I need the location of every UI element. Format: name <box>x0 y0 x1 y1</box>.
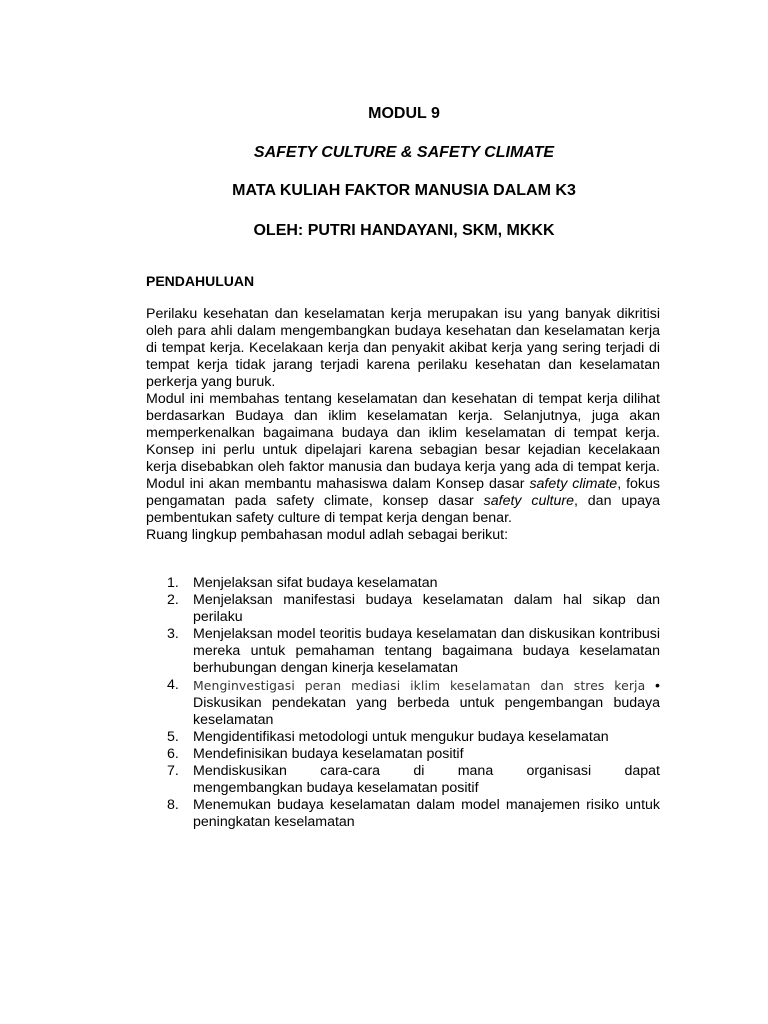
list-number: 3. <box>167 626 179 642</box>
list-number: 6. <box>167 746 179 762</box>
term-safety-culture: safety culture <box>483 493 574 509</box>
list-item-text: Menjelaksan sifat budaya keselamatan <box>193 575 438 591</box>
list-item <box>167 592 660 626</box>
list-number: 1. <box>167 575 179 591</box>
list-number: 4. <box>167 677 179 693</box>
paragraph-2-text-a: Modul ini membahas tentang keselamatan dan kesehatan di tempat kerja dilihat berdasarkan Budaya dan iklim keselamatan kerja. Selanjutnya, juga akan memperkenalkan bagaimana budaya dan iklim keselamatan di tempat kerja. Konsep ini perlu untuk dipelajari karena sebagian besar kejadian kecelakaan kerja disebabkan oleh faktor manusia dan budaya kerja yang ada di tempat kerja. Modul ini akan membantu mahasiswa dalam Konsep dasar <box>146 391 660 492</box>
term-safety-climate: safety climate <box>529 476 618 492</box>
list-number: 2. <box>167 592 179 608</box>
list-item <box>167 575 660 592</box>
list-item-text: Menjelaksan model teoritis budaya keselamatan dan diskusikan kontribusi mereka untuk pemahaman tentang bagaimana budaya keselamatan berhubungan dengan kinerja keselamatan <box>193 626 660 676</box>
course-name: MATA KULIAH FAKTOR MANUSIA DALAM K3 <box>232 182 576 199</box>
introduction-body <box>146 306 660 544</box>
list-item <box>167 729 660 746</box>
section-heading: PENDAHULUAN <box>146 273 255 289</box>
list-item <box>167 797 660 831</box>
paragraph-2 <box>146 391 660 527</box>
paragraph-3: Ruang lingkup pembahasan modul adlah sebagai berikut: <box>146 527 509 543</box>
author-line: OLEH: PUTRI HANDAYANI, SKM, MKKK <box>253 222 555 239</box>
module-number: MODUL 9 <box>368 105 440 122</box>
list-item <box>167 626 660 677</box>
list-number: 8. <box>167 797 179 813</box>
list-item-text: • Diskusikan pendekatan yang berbeda untuk pengembangan budaya keselamatan <box>193 678 660 728</box>
list-item <box>167 746 660 763</box>
scope-list <box>167 575 660 831</box>
list-item-text-light: Menginvestigasi peran mediasi iklim keselamatan dan stres kerja <box>193 678 646 693</box>
list-item <box>167 763 660 797</box>
list-item-text: Mengidentifikasi metodologi untuk mengukur budaya keselamatan <box>193 729 609 745</box>
list-item-text-line-2: mengembangkan budaya keselamatan positif <box>193 780 479 796</box>
paragraph-1: Perilaku kesehatan dan keselamatan kerja merupakan isu yang banyak dikritisi oleh para ahli dalam mengembangkan budaya kesehatan dan keselamatan kerja di tempat kerja. Kecelakaan kerja dan penyakit akibat kerja yang sering terjadi di tempat kerja tidak jarang terjadi karena perilaku kesehatan dan keselamatan perkerja yang buruk. <box>146 306 660 390</box>
list-number: 5. <box>167 729 179 745</box>
paragraph-2-text-c: , dan upaya pembentukan safety culture di tempat kerja dengan benar. <box>146 493 660 526</box>
list-item-text-line-1: Mendiskusikan cara-cara di mana organisasi dapat <box>193 763 660 779</box>
list-item-text: Menjelaksan manifestasi budaya keselamatan dalam hal sikap dan perilaku <box>193 592 660 625</box>
list-number: 7. <box>167 763 179 779</box>
list-item-text: Menemukan budaya keselamatan dalam model manajemen risiko untuk peningkatan keselamatan <box>193 797 660 830</box>
list-item-text: Mendefinisikan budaya keselamatan positif <box>193 746 464 762</box>
list-item <box>167 677 660 729</box>
paragraph-2-text-b: , fokus pengamatan pada safety climate, konsep dasar <box>146 476 661 509</box>
module-topic: SAFETY CULTURE & SAFETY CLIMATE <box>253 144 555 161</box>
